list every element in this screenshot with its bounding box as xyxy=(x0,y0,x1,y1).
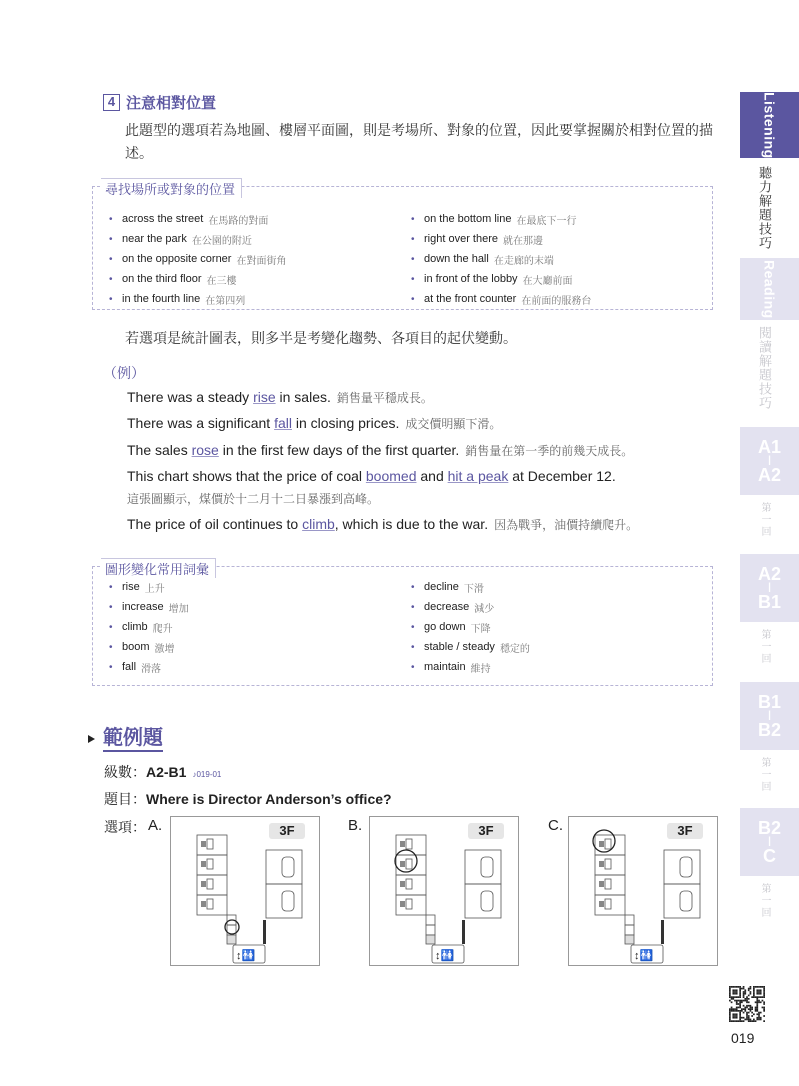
wall-block xyxy=(661,920,664,944)
intro-paragraph: 此題型的選項若為地圖、樓層平面圖，則是考場所、對象的位置，因此要掌握關於相對位置的描述。 xyxy=(125,122,713,161)
desk-icon xyxy=(400,841,405,847)
table-icon xyxy=(282,891,294,911)
qr-code-icon[interactable] xyxy=(729,986,765,1022)
elevator-restroom-icon: ↕🚻 xyxy=(236,950,256,962)
vocab-list-right xyxy=(411,577,530,677)
floor-label: 3F xyxy=(667,823,703,839)
small-room xyxy=(625,915,634,925)
tab-reading[interactable]: Reading xyxy=(740,258,799,320)
option-b-letter[interactable]: B. xyxy=(348,817,363,834)
chair-icon xyxy=(406,859,412,869)
section-title: 注意相對位置 xyxy=(126,95,217,112)
stair-block xyxy=(227,935,236,944)
chair-icon xyxy=(406,879,412,889)
chair-icon xyxy=(605,879,611,889)
elevator-restroom-icon: ↕🚻 xyxy=(435,950,455,962)
list-item: • boom 激增 xyxy=(109,641,175,655)
listening-subtitle: 聽力解題技巧 xyxy=(757,166,772,250)
tab-level-a1-a2[interactable]: A1 | A2 xyxy=(740,427,799,495)
desk-icon xyxy=(400,881,405,887)
triangle-bullet-icon xyxy=(88,735,95,743)
list-item: • on the opposite corner 在對面街角 xyxy=(109,253,287,267)
wall-block xyxy=(462,920,465,944)
reading-subtitle: 閱讀解題技巧 xyxy=(757,326,772,410)
example-translation: 這張圖顯示，煤價於十二月十二日暴漲到高峰。 xyxy=(127,492,380,506)
table-icon xyxy=(680,857,692,877)
list-item: • decline 下滑 xyxy=(411,581,484,595)
chair-icon xyxy=(207,879,213,889)
desk-icon xyxy=(599,901,604,907)
example-label: （例） xyxy=(103,365,145,381)
section-heading xyxy=(103,92,216,113)
list-item: • fall 滑落 xyxy=(109,661,162,675)
sample-title: 範例題 xyxy=(103,726,163,752)
list-item: • in front of the lobby 在大廳前面 xyxy=(411,273,573,287)
wall-block xyxy=(263,920,266,944)
table-icon xyxy=(282,857,294,877)
list-item: • go down 下降 xyxy=(411,621,491,635)
floor-label: 3F xyxy=(269,823,305,839)
list-item: • climb 爬升 xyxy=(109,621,173,635)
chair-icon xyxy=(605,839,611,849)
tab-listening[interactable]: Listening xyxy=(740,92,799,158)
chair-icon xyxy=(406,839,412,849)
list-item: • decrease 減少 xyxy=(411,601,495,615)
audio-track-icon[interactable]: ♪019-01 xyxy=(192,770,222,779)
list-item: • at the front counter 在前面的服務台 xyxy=(411,293,592,307)
desk-icon xyxy=(599,841,604,847)
list-item: • down the hall 在走廊的末端 xyxy=(411,253,554,267)
list-item: • on the bottom line 在最底下一行 xyxy=(411,213,577,227)
example-sentence: There was a steady rise in sales. 銷售量平穩成長。 xyxy=(127,389,433,405)
desk-icon xyxy=(201,841,206,847)
chair-icon xyxy=(207,859,213,869)
list-item: • on the third floor 在三樓 xyxy=(109,273,237,287)
meeting-room xyxy=(664,850,700,884)
desk-icon xyxy=(201,881,206,887)
meeting-room xyxy=(465,884,501,918)
chair-icon xyxy=(406,899,412,909)
level-b1-b2-sub: 第一回 xyxy=(759,757,770,793)
example-sentence: This chart shows that the price of coal boomed and hit a peak at December 12. xyxy=(127,468,616,484)
chair-icon xyxy=(605,899,611,909)
table-icon xyxy=(680,891,692,911)
question-row: 題目： Where is Director Anderson’s office? xyxy=(104,791,392,807)
list-item: • across the street 在馬路的對面 xyxy=(109,213,269,227)
small-room xyxy=(426,925,435,935)
vocab-box-title: 圖形變化常用詞彙 xyxy=(101,558,216,578)
desk-icon xyxy=(599,861,604,867)
meeting-room xyxy=(664,884,700,918)
example-sentence: There was a significant fall in closing prices. 成交價明顯下滑。 xyxy=(127,415,502,431)
meeting-room xyxy=(266,850,302,884)
elevator-restroom-icon: ↕🚻 xyxy=(634,950,654,962)
level-b2-c-sub: 第一回 xyxy=(759,883,770,919)
tab-level-b1-b2[interactable]: B1 | B2 xyxy=(740,682,799,750)
chair-icon xyxy=(605,859,611,869)
sample-heading xyxy=(88,726,163,752)
option-b-floor-plan[interactable] xyxy=(369,816,519,966)
option-a-floor-plan[interactable] xyxy=(170,816,320,966)
option-a-letter[interactable]: A. xyxy=(148,817,163,834)
level-row: 級數： A2-B1 ♪019-01 xyxy=(104,764,222,780)
stair-block xyxy=(625,935,634,944)
list-item: • maintain 維持 xyxy=(411,661,491,675)
vocab-box xyxy=(92,562,713,686)
desk-icon xyxy=(400,861,405,867)
meeting-room xyxy=(266,884,302,918)
tab-level-a2-b1[interactable]: A2 | B1 xyxy=(740,554,799,622)
option-c-floor-plan[interactable] xyxy=(568,816,718,966)
list-item: • right over there 就在那邊 xyxy=(411,233,543,247)
location-phrases-box xyxy=(92,182,713,310)
desk-icon xyxy=(400,901,405,907)
example-sentence: The sales rose in the first few days of the first quarter. 銷售量在第一季的前幾天成長。 xyxy=(127,442,634,458)
list-item: • rise 上升 xyxy=(109,581,165,595)
options-label: 選項： xyxy=(104,819,146,835)
level-a1-a2-sub: 第一回 xyxy=(759,502,770,538)
table-icon xyxy=(481,891,493,911)
location-list-left xyxy=(109,209,286,309)
page-number: 019 xyxy=(731,1030,755,1046)
option-c-letter[interactable]: C. xyxy=(548,817,563,834)
table-icon xyxy=(481,857,493,877)
stair-block xyxy=(426,935,435,944)
desk-icon xyxy=(201,861,206,867)
small-room xyxy=(426,915,435,925)
location-list-right xyxy=(411,209,591,309)
chair-icon xyxy=(207,899,213,909)
desk-icon xyxy=(201,901,206,907)
small-room xyxy=(625,925,634,935)
list-item: • increase 增加 xyxy=(109,601,189,615)
meeting-room xyxy=(465,850,501,884)
vocab-list-left xyxy=(109,577,189,677)
list-item: • near the park 在公園的附近 xyxy=(109,233,252,247)
chart-paragraph: 若選項是統計圖表，則多半是考變化趨勢、各項目的起伏變動。 xyxy=(125,330,517,346)
list-item: • in the fourth line 在第四列 xyxy=(109,293,246,307)
list-item: • stable / steady 穩定的 xyxy=(411,641,530,655)
tab-level-b2-c[interactable]: B2 | C xyxy=(740,808,799,876)
section-number: 4 xyxy=(103,94,120,111)
floor-label: 3F xyxy=(468,823,504,839)
location-box-title: 尋找場所或對象的位置 xyxy=(101,178,242,198)
level-a2-b1-sub: 第一回 xyxy=(759,629,770,665)
desk-icon xyxy=(599,881,604,887)
example-sentence: The price of oil continues to climb, which is due to the war. 因為戰爭，油價持續爬升。 xyxy=(127,516,639,532)
chair-icon xyxy=(207,839,213,849)
